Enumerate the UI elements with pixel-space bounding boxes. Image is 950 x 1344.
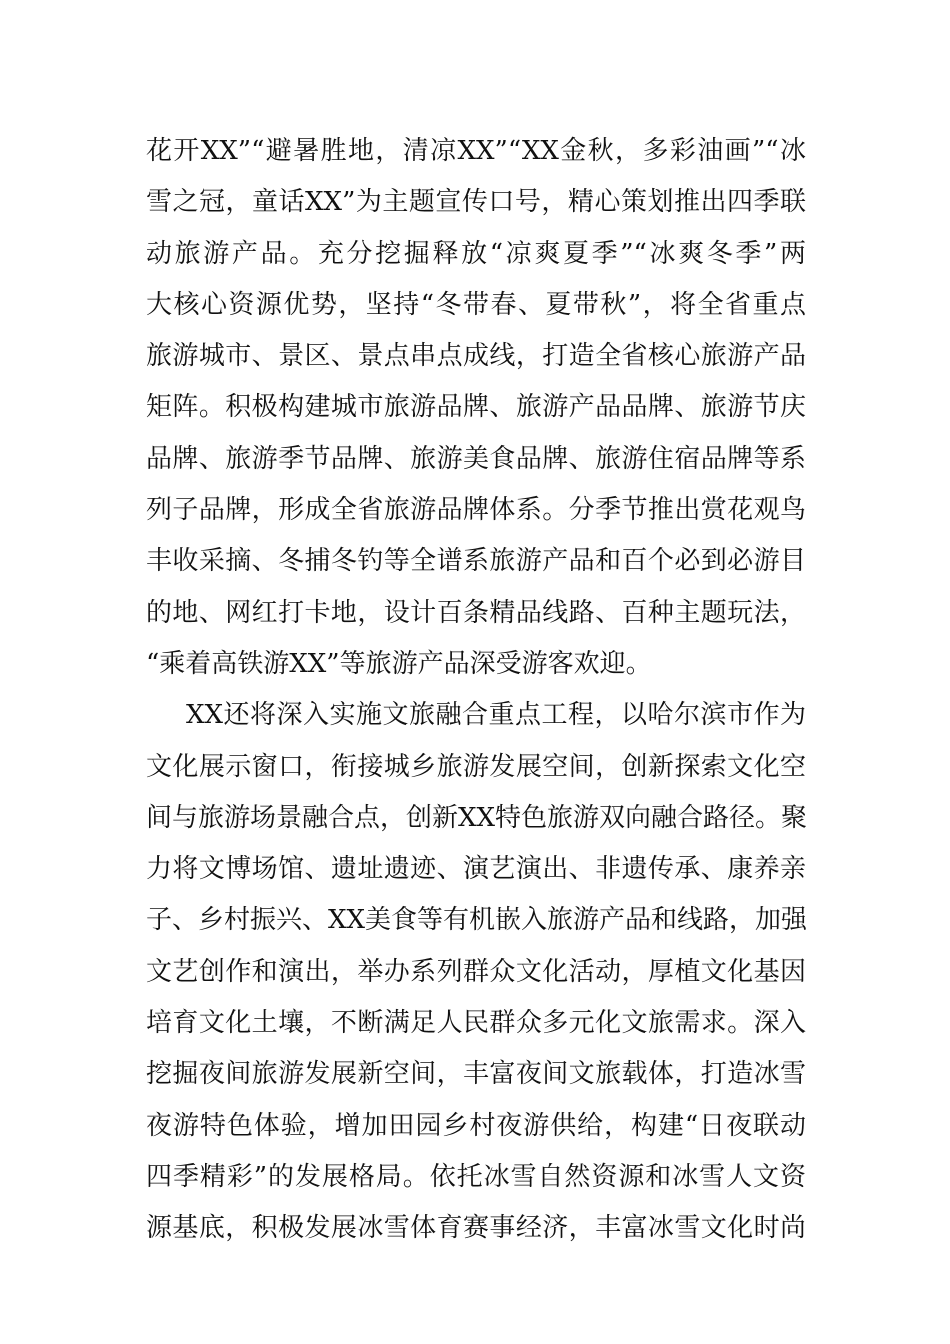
document-body [146,126,806,1255]
text-line: 花开XX”“避暑胜地，清凉XX”“XX金秋，多彩油画”“冰 [146,136,806,166]
text-line: 培育文化土壤，不断满足人民群众多元化文旅需求。深入 [146,1008,806,1039]
paragraph-1 [146,126,806,690]
text-line: 大核心资源优势，坚持“冬带春、夏带秋”，将全省重点 [146,289,806,320]
text-line: 旅游城市、景区、景点串点成线，打造全省核心旅游产品 [146,341,806,372]
text-line: 四季精彩”的发展格局。依托冰雪自然资源和冰雪人文资 [146,1161,806,1192]
text-line: 雪之冠，童话XX”为主题宣传口号，精心策划推出四季联 [146,187,806,218]
text-line: 品牌、旅游季节品牌、旅游美食品牌、旅游住宿品牌等系 [146,443,806,474]
text-line-indented: XX还将深入实施文旅融合重点工程，以哈尔滨市作为 [186,700,806,731]
text-line: 的地、网红打卡地，设计百条精品线路、百种主题玩法， [146,597,806,628]
text-line: 丰收采摘、冬捕冬钓等全谱系旅游产品和百个必到必游目 [146,546,806,577]
text-line: 动旅游产品。充分挖掘释放“凉爽夏季”“冰爽冬季”两 [146,238,806,269]
text-line: 列子品牌，形成全省旅游品牌体系。分季节推出赏花观鸟 [146,495,806,526]
paragraph-2 [146,690,806,1254]
text-line: 子、乡村振兴、XX美食等有机嵌入旅游产品和线路，加强 [146,905,808,936]
text-line: 文艺创作和演出，举办系列群众文化活动，厚植文化基因 [146,956,806,987]
text-line: 矩阵。积极构建城市旅游品牌、旅游产品品牌、旅游节庆 [146,392,806,423]
text-line: 文化展示窗口，衔接城乡旅游发展空间，创新探索文化空 [146,751,806,782]
text-line: 挖掘夜间旅游发展新空间，丰富夜间文旅载体，打造冰雪 [146,1059,806,1090]
text-line: 间与旅游场景融合点，创新XX特色旅游双向融合路径。聚 [146,802,808,833]
text-line: 源基底，积极发展冰雪体育赛事经济，丰富冰雪文化时尚 [146,1213,806,1244]
text-line: “乘着高铁游XX”等旅游产品深受游客欢迎。 [146,648,652,679]
text-line: 力将文博场馆、遗址遗迹、演艺演出、非遗传承、康养亲 [146,854,806,885]
text-line: 夜游特色体验，增加田园乡村夜游供给，构建“日夜联动 [146,1110,806,1141]
